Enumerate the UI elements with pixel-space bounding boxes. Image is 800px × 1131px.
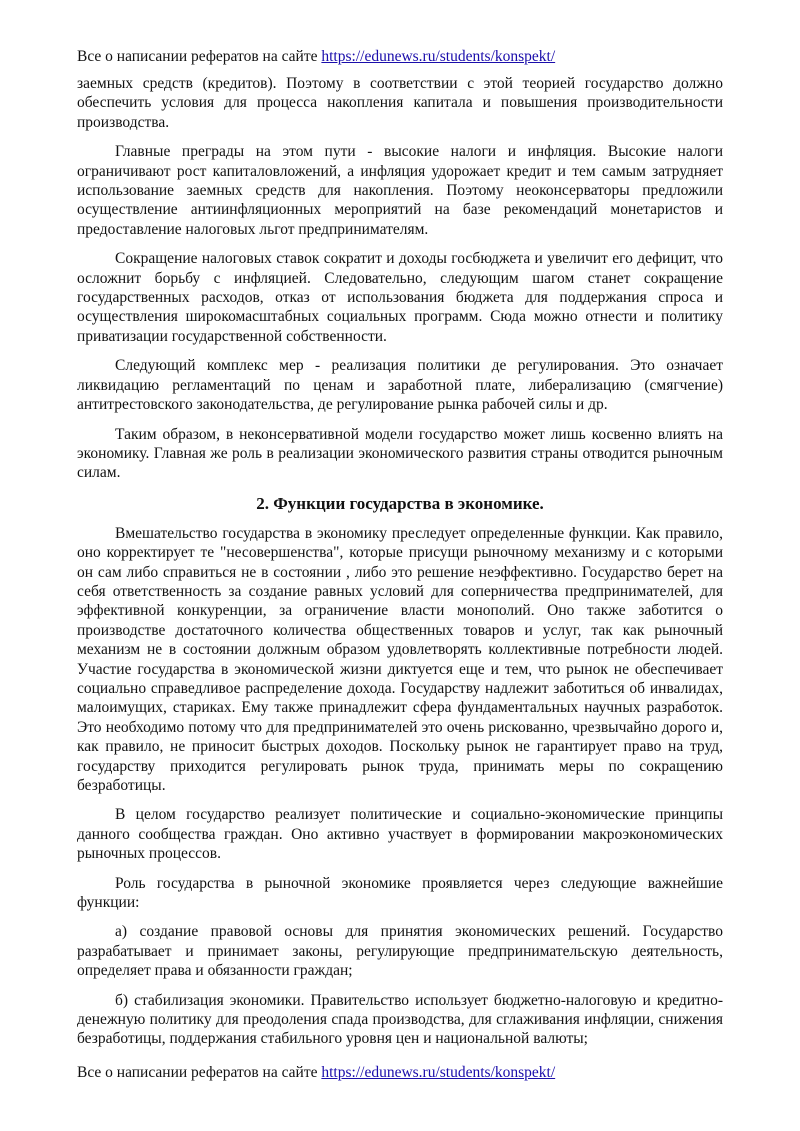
page-footer	[77, 1064, 555, 1082]
paragraph: Сокращение налоговых ставок сократит и доходы госбюджета и увеличит его дефицит, что осложнит борьбу с инфляцией. Следовательно, следующим шагом станет сокращение государственных расходов, отказ от использования бюджета для поддержания спроса и осуществления широкомасштабных социальных программ. Сюда можно отнести и политику приватизации государственной собственности.	[77, 250, 723, 345]
paragraph: Таким образом, в неконсервативной модели государство может лишь косвенно влиять на экономику. Главная же роль в реализации экономического развития страны отводится рыночным силам.	[77, 425, 723, 482]
document-body	[77, 74, 723, 1059]
list-item-paragraph: а) создание правовой основы для принятия экономических решений. Государство разрабатывает и принимает законы, регулирующие предпринимательскую деятельность, определяет права и обязанности граждан;	[77, 923, 723, 980]
paragraph: В целом государство реализует политические и социально-экономические принципы данного сообщества граждан. Оно активно участвует в формировании макроэкономических рыночных процессов.	[77, 806, 723, 863]
header-link[interactable]: https://edunews.ru/students/konspekt/	[321, 48, 556, 65]
paragraph: Роль государства в рыночной экономике проявляется через следующие важнейшие функции:	[77, 874, 723, 912]
footer-text: Все о написании рефератов на сайте	[77, 1064, 322, 1081]
section-heading: 2. Функции государства в экономике.	[256, 493, 544, 513]
paragraph: Главные преграды на этом пути - высокие налоги и инфляция. Высокие налоги ограничивают рост капиталовложений, а инфляция удорожает кредит и тем самым затрудняет использование заемных средств для накопления. Поэтому неоконсерваторы предложили осуществление антиинфляционных мероприятий на базе рекомендаций монетаристов и предоставление налоговых льгот предпринимателям.	[77, 143, 723, 238]
footer-link[interactable]: https://edunews.ru/students/konspekt/	[321, 1064, 556, 1081]
paragraph: Следующий комплекс мер - реализация политики де регулирования. Это означает ликвидацию регламентаций по ценам и заработной плате, либерализацию (смягчение) антитрестовского законодательства, де регулирование рынка рабочей силы и др.	[77, 357, 723, 414]
header-text: Все о написании рефератов на сайте	[77, 48, 322, 65]
page-header	[77, 48, 555, 66]
paragraph-continuation: заемных средств (кредитов). Поэтому в соответствии с этой теорией государство должно обеспечить условия для процесса накопления капитала и повышения производительности производства.	[77, 75, 723, 131]
paragraph: Вмешательство государства в экономику преследует определенные функции. Как правило, оно корректирует те "несовершенства", которые присущи рыночному механизму и с которыми он сам либо справиться не в состоянии , либо это решение неэффективно. Государство берет на себя ответственность за создание равных условий для соперничества предпринимателей, для эффективной конкуренции, за ограничение власти монополий. Оно также заботится о производстве достаточного количества общественных товаров и услуг, так как рыночный механизм не в состоянии должным образом удовлетворять коллективные потребности людей. Участие государства в экономической жизни диктуется еще и тем, что рынок не обеспечивает социально справедливое распределение дохода. Государству надлежит заботиться об инвалидах, малоимущих, стариках. Ему также принадлежит сфера фундаментальных научных разработок. Это необходимо потому что для предпринимателей это очень рискованно, чрезвычайно дорого и, как правило, не приносит быстрых доходов. Поскольку рынок не гарантирует право на труд, государству приходится регулировать рынок труда, принимать меры по сокращению безработицы.	[77, 524, 723, 794]
list-item-paragraph: б) стабилизация экономики. Правительство использует бюджетно-налоговую и кредитно-денежную политику для преодоления спада производства, для сглаживания инфляции, снижения безработицы, поддержания стабильного уровня цен и национальной валюты;	[77, 991, 723, 1048]
